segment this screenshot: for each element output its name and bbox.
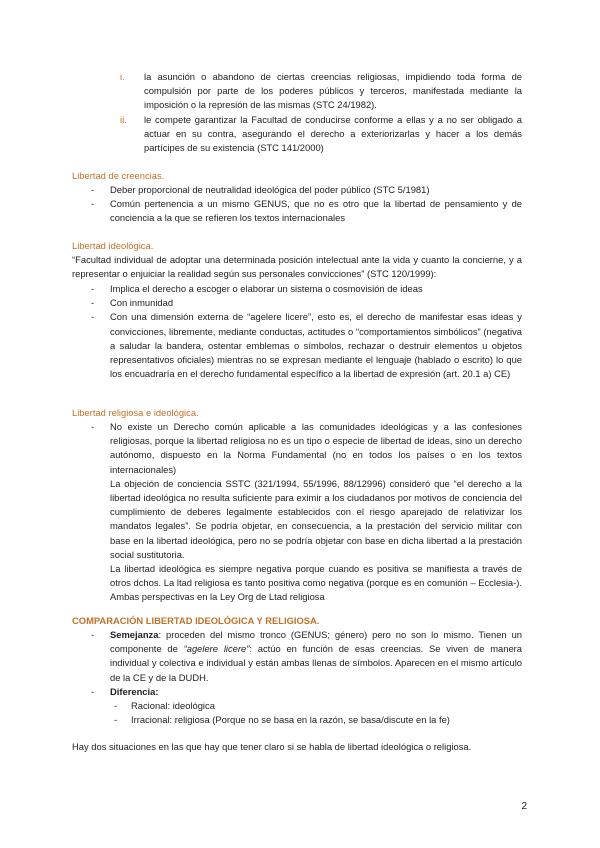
bullet-dash: - (91, 198, 95, 210)
semejanza-label: Semejanza (110, 629, 159, 640)
list-item-text: Deber proporcional de neutralidad ideológica del poder público (STC 5/1981) (110, 184, 430, 195)
list-item (72, 310, 522, 381)
semejanza-italic: “agelere licere” (183, 643, 250, 655)
list-item-text: Común pertenencia a un mismo GENUS, que no es otro que la libertad de pensamiento y de conciencia a la que se refieren los textos internacionales (110, 198, 522, 224)
section-title-creencias: Libertad de creencias. (72, 170, 165, 181)
sub-item (72, 699, 522, 713)
bullet-dash: - (91, 297, 95, 309)
bullet-dash: - (91, 421, 95, 432)
roman-item-1 (114, 70, 522, 113)
list-item (72, 197, 522, 225)
bullet-dash: - (91, 685, 95, 697)
list-item (72, 282, 522, 296)
page-number: 2 (521, 801, 527, 812)
list-item-text: Con una dimensión externa de “agelere licere”, esto es, el derecho de manifestar esas ideas y convicciones, libremente, mediante conductas, actitudes o “comportamientos simbólicos” (negativa a saludar la bandera, ostentar emblemas o símbolos, rechazar o destruir elementos u objetos representativos oficiales) mientras no se expresan mediante el lenguaje (hablado o escrito) lo que los encuadraría en el derecho fundamental específico a la libertad de expresión (art. 20.1 a) CE) (110, 311, 522, 380)
closing-paragraph: Hay dos situaciones en las que hay que tener claro si se habla de libertad ideológica o religiosa. (72, 741, 472, 752)
ideologica-intro: “Facultad individual de adoptar una determinada posición intelectual ante la vida y cuanto la concierne, y a representar o enjuiciar la realidad según sus personales convicciones” (STC 120/1999): (72, 254, 522, 280)
list-item-diferencia (72, 685, 522, 699)
roman-numeral: i. (120, 71, 125, 82)
section-title-ideologica: Libertad ideológica. (72, 240, 154, 251)
bullet-dash: - (91, 184, 95, 195)
sub-item-text: Racional: ideológica (131, 700, 215, 712)
semejanza-text-b: : actúo en función de esas creencias. Se viven de manera individual y colectiva e individual y están ambas llenas de símbolos. Aparecen en el mismo artículo de la CE y de la DUDH. (110, 643, 522, 683)
religiosa-objecion-paragraph: La objeción de conciencia SSTC (321/1994, 55/1996, 88/12996) consideró que “el derecho a la libertad ideológica no resulta suficiente para eximir a los ciudadanos por motivos de conciencia del cumplimiento de deberes legalmente establecidos con el riesgo aparejado de relativizar los mandatos legales”. Se podría objetar, en consecuencia, a la prestación del servicio militar con base en la libertad ideológica, pero no se podría objetar con base en dicha libertad a la prestación social sustitutoria. (110, 477, 522, 560)
sub-item-text: Irracional: religiosa (Porque no se basa en la razón, se basa/discute en la fe) (131, 714, 450, 726)
semejanza-text-a: : proceden del mismo tronco (GENUS; género) pero no son lo mismo. Tienen un componente de (110, 629, 522, 655)
roman-numeral: ii. (120, 113, 127, 125)
diferencia-label: Diferencia: (110, 685, 159, 697)
roman-text: la asunción o abandono de ciertas creencias religiosas, impidiendo toda forma de compulsión por parte de los poderes públicos y terceros, manifestada mediante la imposición o la represión de las mismas (STC 24/1982). (144, 71, 522, 111)
bullet-dash: - (91, 283, 95, 294)
bullet-dash: - (114, 714, 118, 726)
roman-text: le compete garantizar la Facultad de conducirse conforme a ellas y a no ser obligado a actuar en su contra, asegurando el derecho a exteriorizarlas y hacer a los demás partícipes de su existencia (STC 141/2000) (144, 113, 522, 154)
list-item-text: Implica el derecho a escoger o elaborar un sistema o cosmovisión de ideas (110, 283, 423, 294)
sub-item (72, 713, 522, 727)
section-title-comparacion: COMPARACIÓN LIBERTAD IDEOLÓGICA Y RELIGIOSA. (72, 615, 320, 626)
bullet-dash: - (91, 629, 95, 640)
religiosa-list (72, 420, 522, 605)
list-item (72, 183, 522, 197)
creencias-list (72, 183, 522, 226)
comparacion-list (72, 628, 522, 727)
bullet-dash: - (114, 700, 118, 712)
ideologica-list (72, 282, 522, 381)
roman-list (114, 70, 522, 155)
bullet-dash: - (91, 311, 95, 323)
list-item-semejanza (72, 628, 522, 685)
list-item (72, 296, 522, 310)
list-item (72, 420, 522, 477)
list-item-text: No existe un Derecho común aplicable a las comunidades ideológicas y a las confesiones religiosas, porque la libertad religiosa no es un tipo o especie de libertad de ideas, sino un derecho autónomo, dispuesto en la Norma Fundamental (no en todos los países o en los textos internacionales) (110, 421, 522, 475)
religiosa-negativa-paragraph: La libertad ideológica es siempre negativa porque cuando es positiva se manifiesta a través de otros dchos. La ltad religiosa es tanto positiva como negativa (porque es en comunión – Ecclesia-). Ambas perspectivas en la Ley Org de Ltad religiosa (110, 563, 522, 603)
list-item-text: Con inmunidad (110, 297, 174, 309)
section-title-religiosa: Libertad religiosa e ideológica. (72, 407, 199, 418)
roman-item-2 (114, 113, 522, 156)
